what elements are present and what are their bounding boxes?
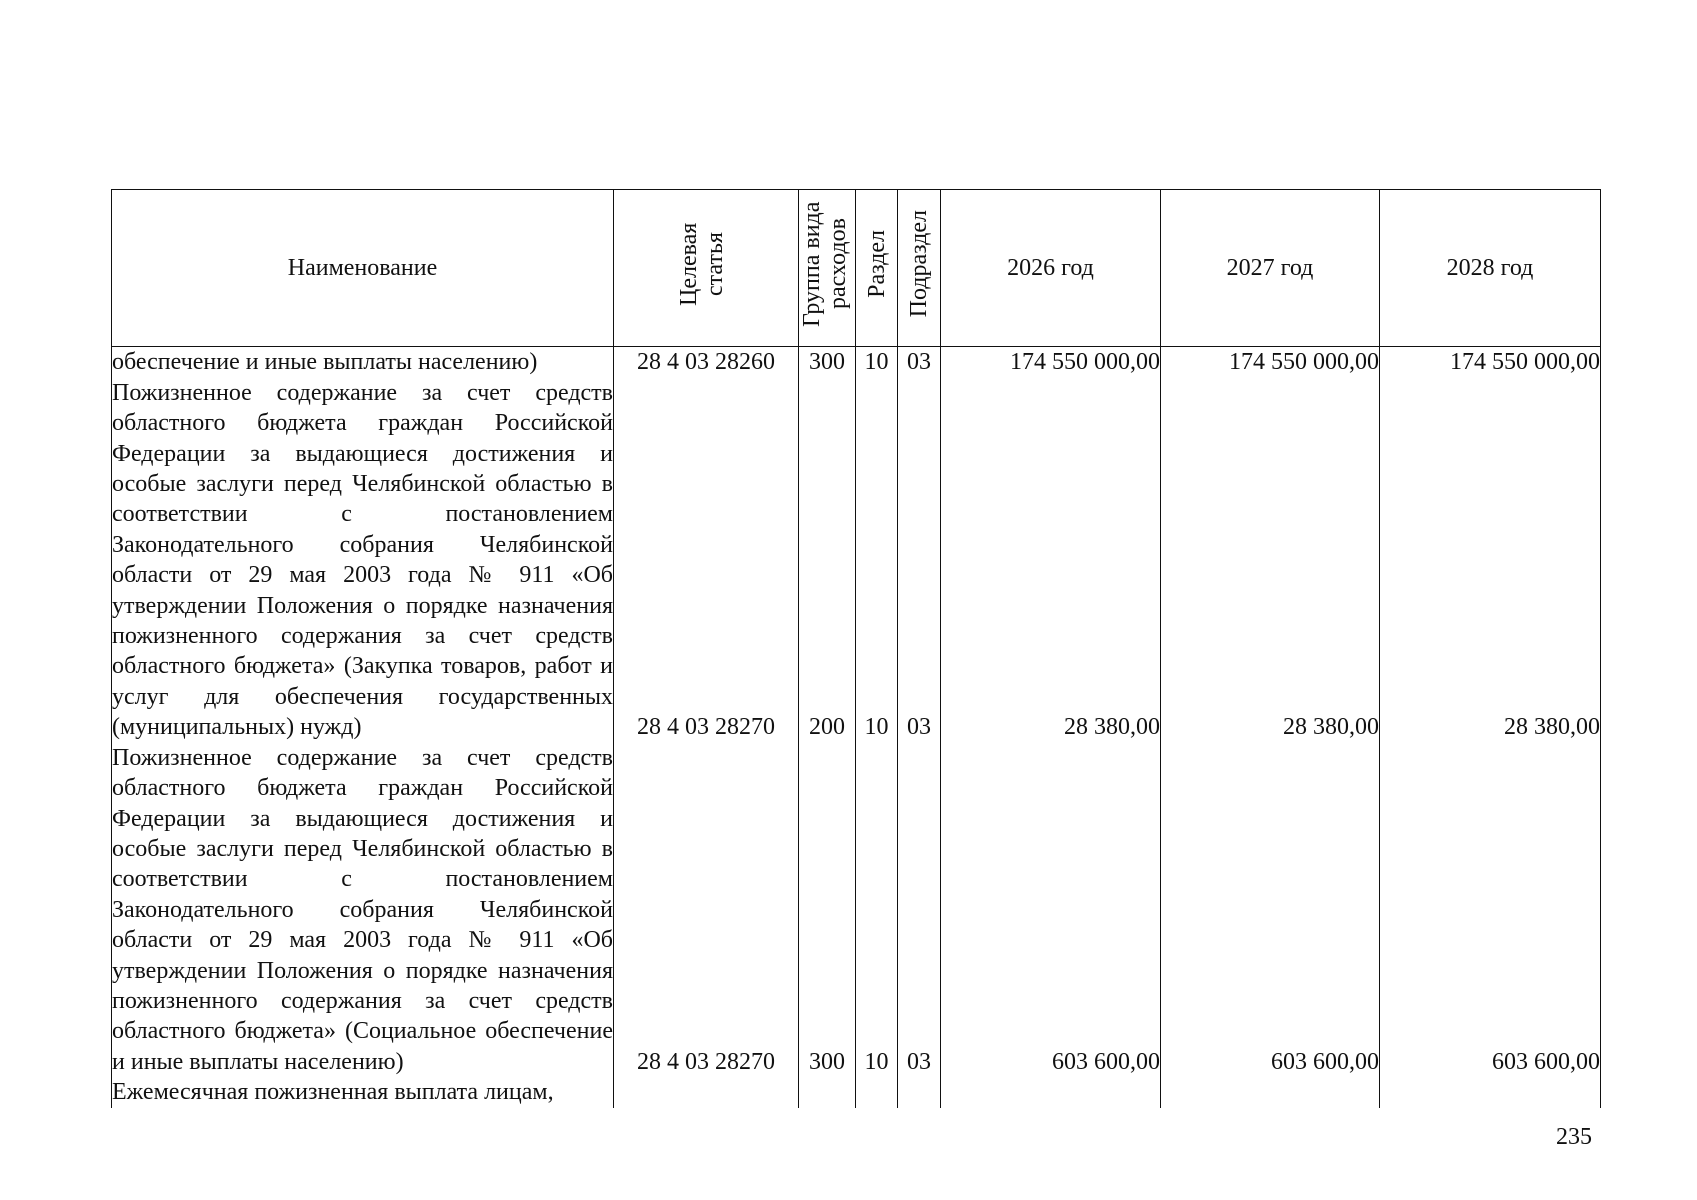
row-amount-2026 — [941, 743, 1161, 1077]
row-amount-2027 — [1161, 1077, 1380, 1107]
row-amount-2028-value: 28 380,00 — [1504, 713, 1600, 740]
page-number: 235 — [1556, 1124, 1592, 1150]
row-subsection — [898, 1077, 941, 1107]
row-subsection-value: 03 — [907, 713, 931, 740]
row-amount-2027 — [1161, 378, 1380, 743]
table-row — [112, 347, 1601, 378]
table-row — [112, 743, 1601, 1077]
table-row — [112, 378, 1601, 743]
header-name: Наименование — [112, 190, 614, 347]
row-target-value: 28 4 03 28270 — [637, 713, 775, 740]
header-section-label: Раздел — [863, 230, 890, 298]
row-amount-2028 — [1380, 1077, 1601, 1107]
row-expense-group — [799, 378, 856, 743]
row-name — [112, 378, 614, 743]
row-section-value: 10 — [864, 1048, 889, 1075]
row-subsection-value: 03 — [907, 1048, 931, 1075]
header-year-2028: 2028 год — [1380, 190, 1601, 347]
row-amount-2027-value: 28 380,00 — [1283, 713, 1379, 740]
row-section-value: 10 — [864, 713, 889, 740]
row-subsection — [898, 378, 941, 743]
row-amount-2028 — [1380, 378, 1601, 743]
row-expense-group: 300 — [799, 347, 856, 378]
header-section — [856, 190, 898, 347]
row-amount-2026-value: 603 600,00 — [1052, 1048, 1160, 1075]
row-amount-2026 — [941, 1077, 1161, 1107]
row-amount-2026 — [941, 378, 1161, 743]
header-year-2027: 2027 год — [1161, 190, 1380, 347]
row-section — [856, 1077, 898, 1107]
row-subsection — [898, 743, 941, 1077]
row-amount-2027 — [1161, 743, 1380, 1077]
row-expense-group — [799, 743, 856, 1077]
row-amount-2027-value: 603 600,00 — [1271, 1048, 1379, 1075]
row-name: обеспечение и иные выплаты населению) — [112, 347, 614, 378]
row-amount-2027: 174 550 000,00 — [1161, 347, 1380, 378]
row-name-text: Пожизненное содержание за счет средств областного бюджета граждан Российской Федерации за выдающиеся достижения и особые заслуги перед Челябинской областью в соответствии с постановлением Законодательного собрания Челябинской области от 29 мая 2003 года № 911 «Об утверждении Положения о порядке назначения пожизненного содержания за счет средств областного бюджета» (Закупка товаров, работ и услуг для обеспечения государственных (муниципальных) нужд) — [112, 379, 613, 741]
budget-table — [111, 189, 1601, 1108]
header-subsection — [898, 190, 941, 347]
row-target-article — [614, 1077, 799, 1107]
row-amount-2026: 174 550 000,00 — [941, 347, 1161, 378]
row-amount-2028: 174 550 000,00 — [1380, 347, 1601, 378]
row-target-article: 28 4 03 28260 — [614, 347, 799, 378]
header-expense-group-label: Группа вида расходов — [799, 201, 851, 327]
row-target-article — [614, 743, 799, 1077]
row-target-value: 28 4 03 28270 — [637, 1048, 775, 1075]
row-group-value: 200 — [809, 713, 845, 740]
row-subsection: 03 — [898, 347, 941, 378]
row-target-article — [614, 378, 799, 743]
row-section — [856, 743, 898, 1077]
row-name: Ежемесячная пожизненная выплата лицам, — [112, 1077, 614, 1107]
row-section — [856, 378, 898, 743]
header-target-article — [614, 190, 799, 347]
row-group-value: 300 — [809, 1048, 845, 1075]
row-name — [112, 743, 614, 1077]
header-row — [112, 190, 1601, 347]
row-name-text: Пожизненное содержание за счет средств областного бюджета граждан Российской Федерации за выдающиеся достижения и особые заслуги перед Челябинской областью в соответствии с постановлением Законодательного собрания Челябинской области от 29 мая 2003 года № 911 «Об утверждении Положения о порядке назначения пожизненного содержания за счет средств областного бюджета» (Социальное обеспечение и иные выплаты населению) — [112, 744, 613, 1075]
header-target-article-label: Целевая статья — [676, 222, 728, 306]
header-year-2026: 2026 год — [941, 190, 1161, 347]
row-amount-2028 — [1380, 743, 1601, 1077]
row-expense-group — [799, 1077, 856, 1107]
row-amount-2026-value: 28 380,00 — [1064, 713, 1160, 740]
row-section: 10 — [856, 347, 898, 378]
row-amount-2028-value: 603 600,00 — [1492, 1048, 1600, 1075]
header-subsection-label: Подраздел — [906, 210, 932, 318]
header-expense-group — [799, 190, 856, 347]
table-row — [112, 1077, 1601, 1107]
